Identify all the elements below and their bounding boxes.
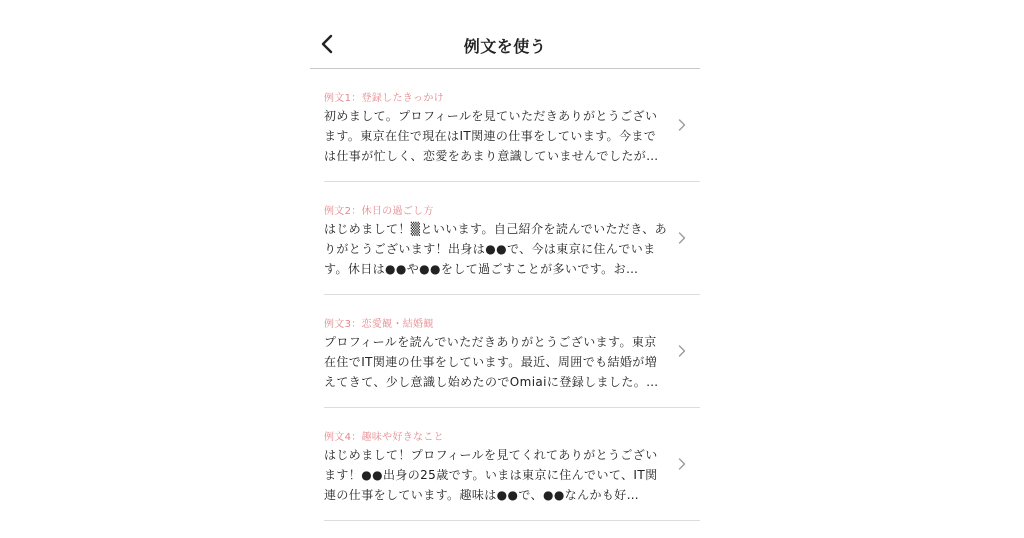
example-label: 例文4：趣味や好きなこと xyxy=(324,432,444,443)
example-list xyxy=(324,69,700,521)
nav-header xyxy=(310,22,700,69)
example-label: 例文2：休日の過ごし方 xyxy=(324,206,434,217)
example-label: 例文1：登録したきっかけ xyxy=(324,93,444,104)
example-item-3[interactable] xyxy=(324,295,700,408)
example-sentence-screen xyxy=(310,0,700,538)
example-preview-text: 初めまして。プロフィールを見ていただきありがとうございます。東京在住で現在はIT関連の仕事をしています。今までは仕事が忙しく、恋愛をあまり意識していませんでしたが… xyxy=(324,109,659,163)
chevron-right-icon xyxy=(678,345,686,357)
page-title: 例文を使う xyxy=(463,37,547,56)
chevron-right-icon xyxy=(678,232,686,244)
example-preview-text: はじめまして！プロフィールを見てくれてありがとうございます！●●出身の25歳です。いまは東京に住んでいて、IT関連の仕事をしています。趣味は●●で、●●なんかも好… xyxy=(324,448,658,502)
example-preview-text: はじめまして！▒といいます。自己紹介を読んでいただき、ありがとうございます！出身は●●で、今は東京に住んでいます。休日は●●や●●をして過ごすことが多いです。お… xyxy=(324,222,667,276)
example-item-1[interactable] xyxy=(324,69,700,182)
example-label: 例文3：恋愛観・結婚観 xyxy=(324,319,434,330)
chevron-right-icon xyxy=(678,119,686,131)
example-item-4[interactable] xyxy=(324,408,700,521)
chevron-right-icon xyxy=(678,458,686,470)
example-preview-text: プロフィールを読んでいただきありがとうございます。東京在住でIT関連の仕事をしています。最近、周囲でも結婚が増えてきて、少し意識し始めたのでOmiaiに登録しました。… xyxy=(324,335,659,389)
example-item-2[interactable] xyxy=(324,182,700,295)
